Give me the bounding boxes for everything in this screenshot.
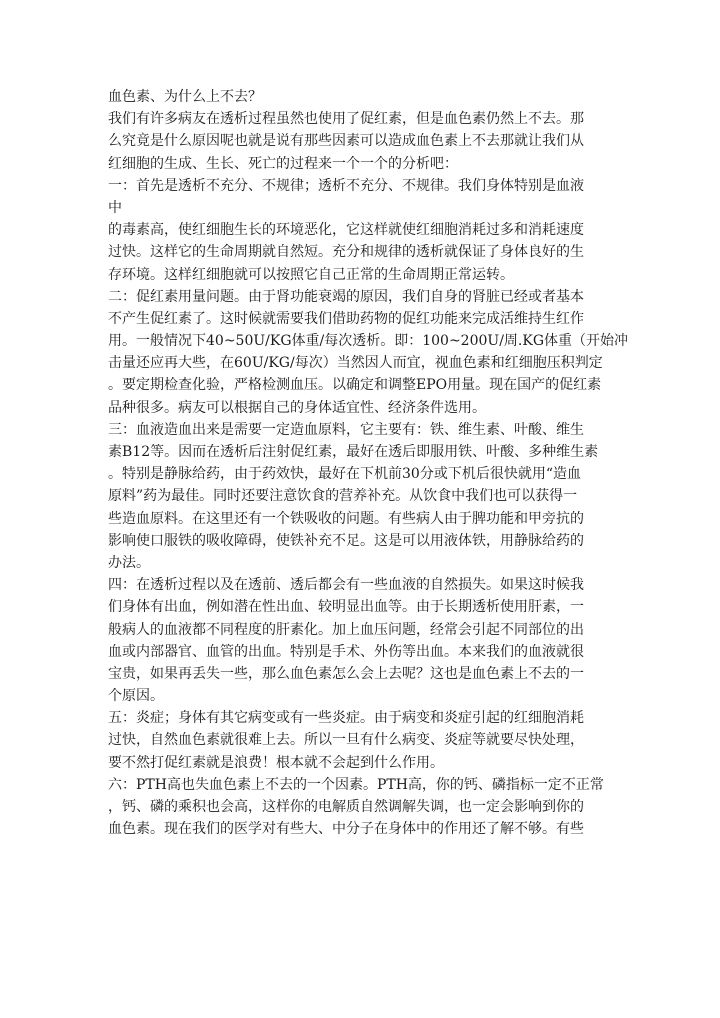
text-line: 的毒素高，使红细胞生长的环境恶化，它这样就使红细胞消耗过多和消耗速度 — [108, 222, 584, 239]
document-body — [108, 86, 628, 840]
text-line: 击量还应再大些，在60U/KG/每次）当然因人而宜，视血色素和红细胞压积判定 — [108, 355, 603, 372]
text-line: 血色素。现在我们的医学对有些大、中分子在身体中的作用还了解不够。有些 — [108, 821, 584, 838]
text-line: 些造血原料。在这里还有一个铁吸收的问题。有些病人由于脾功能和甲旁抗的 — [108, 510, 584, 527]
text-line: 个原因。 — [108, 688, 164, 705]
text-line: 原料”药为最佳。同时还要注意饮食的营养补充。从饮食中我们也可以获得一 — [108, 488, 578, 505]
text-line: 过快，自然血色素就很难上去。所以一旦有什么病变、炎症等就要尽快处理， — [108, 732, 584, 749]
text-line: 过快。这样它的生命周期就自然短。充分和规律的透析就保证了身体良好的生 — [108, 244, 584, 261]
text-line: 宝贵，如果再丢失一些，那么血色素怎么会上去呢？这也是血色素上不去的一 — [108, 665, 584, 682]
text-line: 办法。 — [108, 554, 150, 571]
text-line: 不产生促红素了。这时候就需要我们借助药物的促红功能来完成活维持生红作 — [108, 310, 584, 327]
text-line: 品种很多。病友可以根据自己的身体适宜性、经济条件选用。 — [108, 399, 486, 416]
text-line: 中 — [108, 199, 122, 216]
text-line: 影响使口服铁的吸收障碍，使铁补充不足。这是可以用液体铁，用静脉给药的 — [108, 532, 584, 549]
text-line: 五：炎症；身体有其它病变或有一些炎症。由于病变和炎症引起的红细胞消耗 — [108, 710, 584, 727]
text-line: 三：血液造血出来是需要一定造血原料，它主要有：铁、维生素、叶酸、维生 — [108, 421, 584, 438]
text-line: 。要定期检查化验，严格检测血压。以确定和调整EPO用量。现在国产的促红素 — [108, 377, 602, 394]
text-line: 么究竟是什么原因呢也就是说有那些因素可以造成血色素上不去那就让我们从 — [108, 133, 584, 150]
text-line: 六：PTH高也失血色素上不去的一个因素。PTH高，你的钙、磷指标一定不正常 — [108, 776, 604, 793]
text-line: ，钙、磷的乘积也会高，这样你的电解质自然调解失调，也一定会影响到你的 — [108, 799, 584, 815]
text-line: 们身体有出血，例如潜在性出血、较明显出血等。由于长期透析使用肝素，一 — [108, 599, 584, 616]
text-line: 红细胞的生成、生长、死亡的过程来一个一个的分析吧： — [108, 155, 458, 172]
text-line: 我们有许多病友在透析过程虽然也使用了促红素，但是血色素仍然上不去。那 — [108, 111, 584, 128]
text-line: 般病人的血液都不同程度的肝素化。加上血压问题，经常会引起不同部位的出 — [108, 621, 584, 638]
text-line: 血或内部器官、血管的出血。特别是手术、外伤等出血。本来我们的血液就很 — [108, 643, 584, 660]
text-line: 用。一般情况下40~50U/KG体重/每次透析。即：100~200U/周.KG体重（开始冲 — [108, 333, 628, 350]
text-line: 要不然打促红素就是浪费！根本就不会起到什么作用。 — [108, 754, 444, 771]
text-line: 四：在透析过程以及在透前、透后都会有一些血液的自然损失。如果这时候我 — [108, 577, 584, 594]
text-line: 存环境。这样红细胞就可以按照它自己正常的生命周期正常运转。 — [108, 266, 514, 283]
document-title: 血色素、为什么上不去？ — [108, 89, 262, 105]
text-line: 二：促红素用量问题。由于肾功能衰竭的原因，我们自身的肾脏已经或者基本 — [108, 288, 584, 305]
text-line: 一：首先是透析不充分、不规律；透析不充分、不规律。我们身体特别是血液 — [108, 177, 584, 194]
text-line: 素B12等。因而在透析后注射促红素，最好在透后即服用铁、叶酸、多种维生素 — [108, 444, 599, 460]
text-line: 。特别是静脉给药，由于药效快，最好在下机前30分或下机后很快就用“造血 — [108, 466, 581, 483]
